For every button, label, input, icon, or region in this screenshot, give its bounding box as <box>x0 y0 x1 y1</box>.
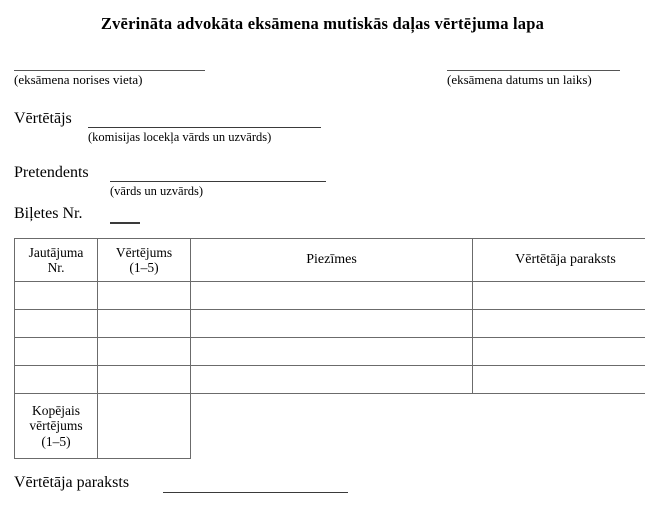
table-row[interactable] <box>15 366 645 394</box>
candidate-caption: (vārds un uzvārds) <box>110 184 204 198</box>
ticket-number-label: Biļetes Nr. <box>14 205 83 222</box>
cell-grade[interactable] <box>98 338 191 366</box>
table-total-row[interactable] <box>15 394 645 459</box>
exam-date-rule <box>447 70 620 71</box>
evaluator-label: Vērtētājs <box>14 110 72 127</box>
cell-signature[interactable] <box>473 338 645 366</box>
cell-grade[interactable] <box>98 310 191 338</box>
cell-grade[interactable] <box>98 282 191 310</box>
cell-signature[interactable] <box>473 282 645 310</box>
total-notes-spacer <box>191 394 473 459</box>
table-header-row <box>15 239 645 282</box>
exam-date-caption: (eksāmena datums un laiks) <box>447 72 592 87</box>
cell-notes[interactable] <box>191 310 473 338</box>
footer-signature-label: Vērtētāja paraksts <box>14 474 130 491</box>
total-label-line1: Kopējais <box>32 403 80 419</box>
exam-place-rule <box>14 70 205 71</box>
cell-question-number[interactable] <box>15 338 98 366</box>
table-row[interactable] <box>15 282 645 310</box>
header-question-number-line1: Jautājuma <box>28 244 84 260</box>
candidate-input-line[interactable] <box>110 181 326 182</box>
ticket-number-input-line[interactable] <box>110 222 140 224</box>
exam-place-caption: (eksāmena norises vieta) <box>14 72 143 87</box>
cell-notes[interactable] <box>191 366 473 394</box>
header-grade <box>98 239 191 282</box>
header-question-number-line2: Nr. <box>47 260 65 275</box>
cell-signature[interactable] <box>473 310 645 338</box>
cell-question-number[interactable] <box>15 310 98 338</box>
page-title: Zvērināta advokāta eksāmena mutiskās daļas vērtējuma lapa <box>100 14 545 33</box>
total-label-line2: vērtējums <box>29 418 83 434</box>
header-grade-line2: (1–5) <box>129 260 159 275</box>
header-notes: Piezīmes <box>191 239 473 282</box>
cell-signature[interactable] <box>473 366 645 394</box>
total-grade-cell[interactable] <box>98 394 191 459</box>
candidate-label: Pretendents <box>14 164 89 181</box>
total-label-line3: (1–5) <box>41 433 71 449</box>
total-label-cell <box>15 394 98 459</box>
header-signature: Vērtētāja paraksts <box>473 239 645 282</box>
total-signature-spacer <box>473 394 645 459</box>
evaluator-input-line[interactable] <box>88 127 321 128</box>
cell-grade[interactable] <box>98 366 191 394</box>
grading-table <box>14 238 645 459</box>
cell-notes[interactable] <box>191 282 473 310</box>
footer-signature-line[interactable] <box>163 492 348 493</box>
cell-notes[interactable] <box>191 338 473 366</box>
header-question-number <box>15 239 98 282</box>
table-row[interactable] <box>15 338 645 366</box>
header-grade-line1: Vērtējums <box>115 244 173 260</box>
table-row[interactable] <box>15 310 645 338</box>
cell-question-number[interactable] <box>15 366 98 394</box>
evaluator-caption: (komisijas locekļa vārds un uzvārds) <box>88 130 272 144</box>
cell-question-number[interactable] <box>15 282 98 310</box>
